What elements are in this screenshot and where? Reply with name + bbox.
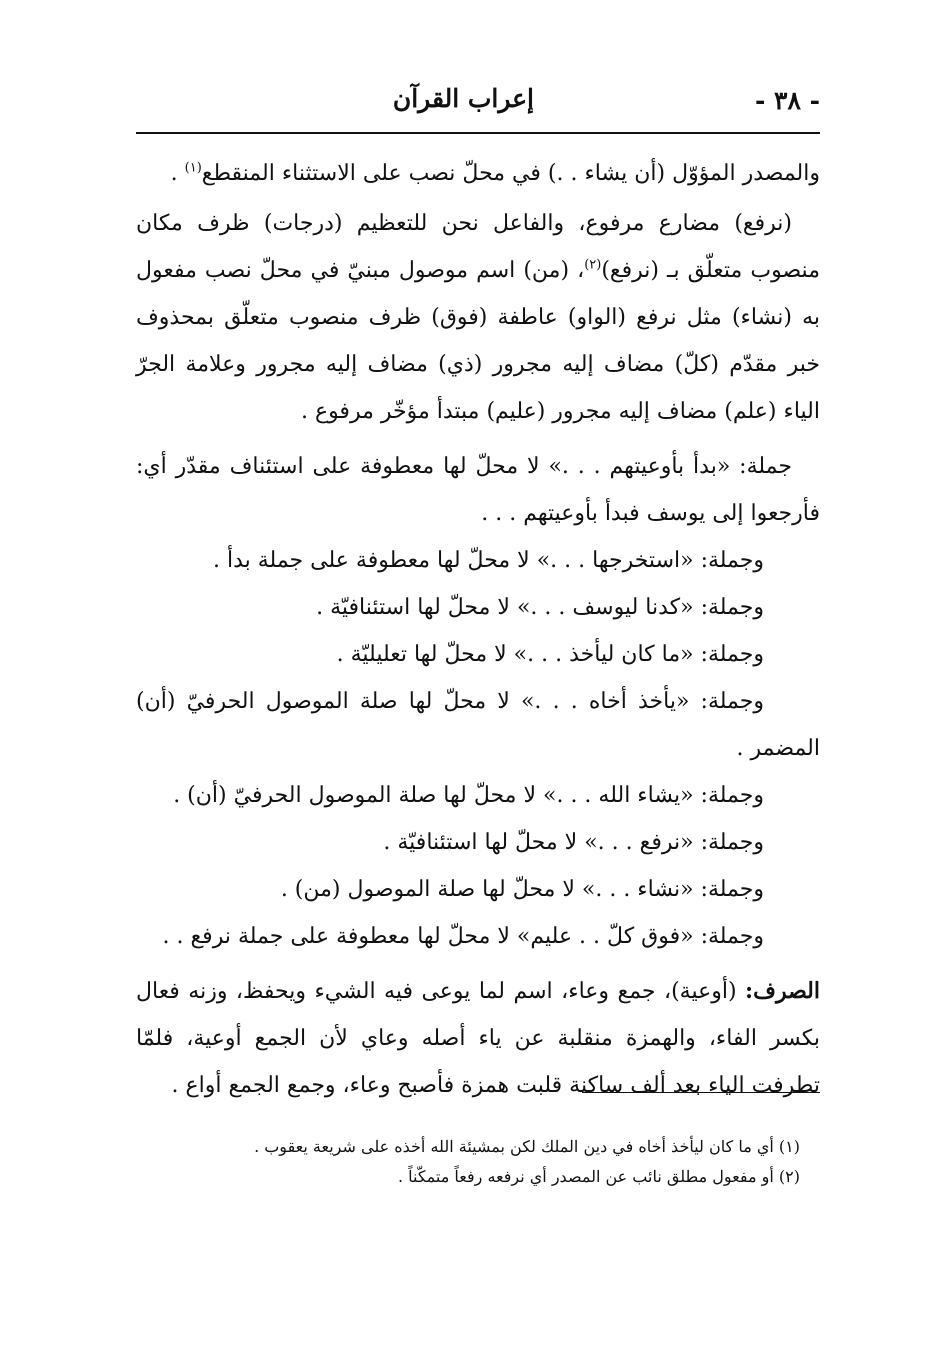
footnote-ref-2: (٢) <box>584 257 602 273</box>
list-item: وجملة: «كدنا ليوسف . . .» لا محلّ لها استئنافيّة . <box>316 595 764 620</box>
footnote-1: (١) أي ما كان ليأخذ أخاه في دين الملك لكن بمشيئة الله أخذه على شريعة يعقوب . <box>254 1137 800 1156</box>
intro-text: والمصدر المؤوّل (أن يشاء . .) في محلّ نصب على الاستثناء المنقطع <box>201 161 820 186</box>
list-item: وجملة: «يشاء الله . . .» لا محلّ لها صلة الموصول الحرفيّ (أن) . <box>173 783 764 808</box>
intro-paragraph: والمصدر المؤوّل (أن يشاء . .) في محلّ نصب على الاستثناء المنقطع$^{(١)}$ . <box>170 160 820 186</box>
footnote-2: (٢) أو مفعول مطلق نائب عن المصدر أي نرفعه رفعاً متمكّناً . <box>397 1167 800 1186</box>
jumal-list-1 <box>136 537 820 678</box>
jumla-first-paragraph: جملة: «بدأ بأوعيتهم . . .» لا محلّ لها معطوفة على استئناف مقدّر أي: فأرجعوا إلى يوسف فبدأ بأوعيتهم . . . <box>136 454 820 526</box>
sarf-paragraph <box>136 968 820 1109</box>
sarf-text: (أوعية)، جمع وعاء، اسم لما يوعى فيه الشيء ويحفظ، وزنه فعال بكسر الفاء، والهمزة منقلبة عن ياء أصله وعاي لأن الجمع أوعية، فلمّا تطرفت الياء بعد ألف ساكنة قلبت همزة فأصبح وعاء، وجمع الجمع أواع . <box>136 979 820 1098</box>
jumal-list-2 <box>136 772 820 960</box>
header-rule <box>136 132 820 134</box>
list-item: وجملة: «نشاء . . .» لا محلّ لها صلة الموصول (من) . <box>280 877 764 902</box>
list-item: وجملة: «استخرجها . . .» لا محلّ لها معطوفة على جملة بدأ . <box>213 548 764 573</box>
analysis-text-part1: (نرفع) مضارع مرفوع، والفاعل نحن للتعظيم (درجات) ظرف مكان منصوب متعلّق بـ (نرفع) <box>136 211 820 283</box>
page-body <box>136 150 820 1109</box>
footnotes <box>136 1132 800 1192</box>
jumla-wrapped-paragraph: وجملة: «يأخذ أخاه . . .» لا محلّ لها صلة الموصول الحرفيّ (أن) المضمر . <box>136 689 820 761</box>
running-title: إعراب القرآن <box>392 84 534 113</box>
page-number: - ٣٨ - <box>754 86 820 115</box>
analysis-text-part2: ، (من) اسم موصول مبنيّ في محلّ نصب مفعول به (نشاء) مثل نرفع (الواو) عاطفة (فوق) ظرف منصوب متعلّق بمحذوف خبر مقدّم (كلّ) مضاف إليه مجرور (ذي) مضاف إليه مجرور وعلامة الجرّ الياء (علم) مضاف إليه مجرور (عليم) مبتدأ مؤخّر مرفوع . <box>136 258 820 424</box>
footnote-rule <box>582 1092 820 1093</box>
list-item: وجملة: «ما كان ليأخذ . . .» لا محلّ لها تعليليّة . <box>336 642 764 667</box>
page-header <box>136 78 820 134</box>
list-item: وجملة: «فوق كلّ . . عليم» لا محلّ لها معطوفة على جملة نرفع . . <box>162 924 764 949</box>
footnote-ref-1: (١) <box>184 160 202 176</box>
grammatical-analysis-paragraph <box>136 200 820 435</box>
list-item: وجملة: «نرفع . . .» لا محلّ لها استئنافيّة . <box>383 830 764 855</box>
sarf-label: الصرف: <box>745 978 820 1004</box>
